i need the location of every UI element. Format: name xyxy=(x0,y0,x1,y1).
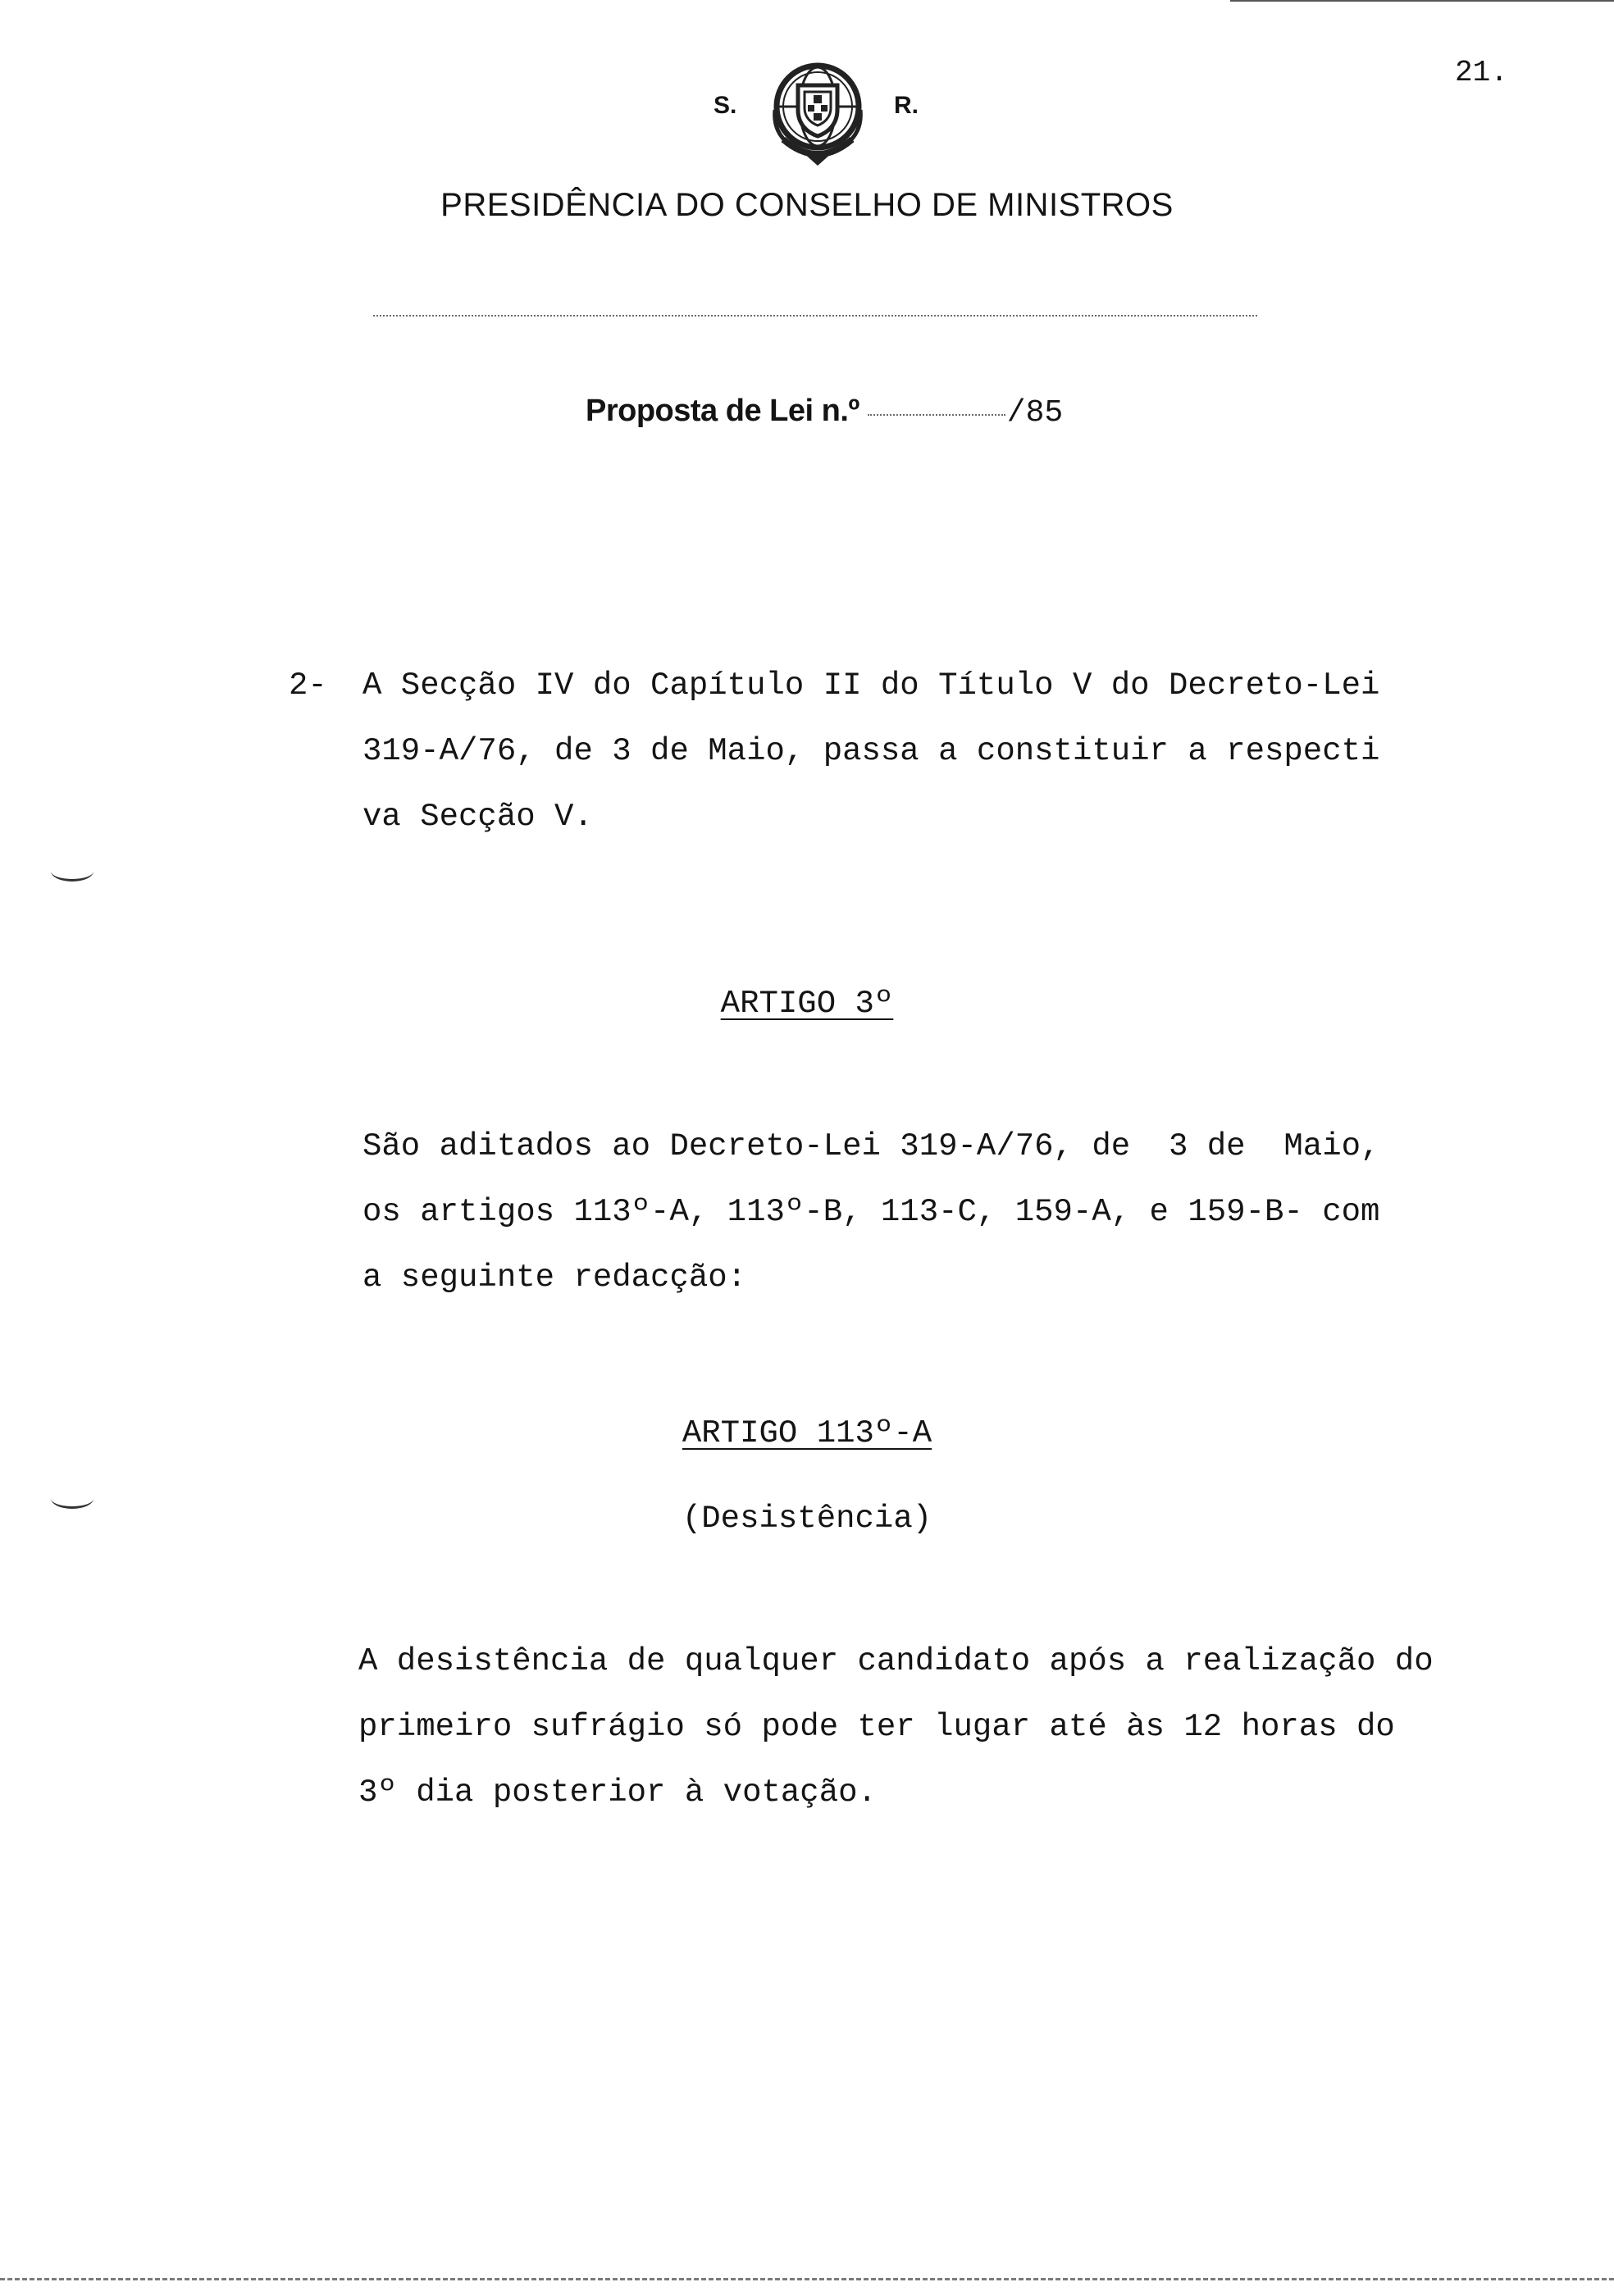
section-2-paragraph xyxy=(362,653,1379,850)
paragraph-line: primeiro sufrágio só pode ter lugar até às 12 horas do xyxy=(358,1709,1395,1745)
binder-hole-mark xyxy=(51,1488,93,1509)
article-113a-paragraph xyxy=(358,1629,1434,1825)
bottom-edge-rule xyxy=(0,2278,1614,2280)
article-3-heading-text: ARTIGO 3º xyxy=(720,986,894,1022)
paragraph-line: va Secção V. xyxy=(362,799,593,835)
letterhead-right-letter: R. xyxy=(894,92,919,119)
article-3-paragraph xyxy=(362,1114,1379,1310)
page-number: 21. xyxy=(1455,56,1508,89)
proposal-year: /85 xyxy=(1006,395,1064,430)
binder-hole-mark xyxy=(51,861,93,882)
letterhead-left-letter: S. xyxy=(714,92,737,119)
ministry-heading: PRESIDÊNCIA DO CONSELHO DE MINISTROS xyxy=(440,187,1174,223)
paragraph-line: 319-A/76, de 3 de Maio, passa a constituir a respecti xyxy=(362,733,1380,769)
dotted-rule xyxy=(373,315,1257,317)
paragraph-line: A Secção IV do Capítulo II do Título V do Decreto-Lei xyxy=(362,667,1380,704)
paragraph-line: São aditados ao Decreto-Lei 319-A/76, de 3 de Maio, xyxy=(362,1128,1380,1164)
paragraph-line: a seguinte redacção: xyxy=(362,1260,747,1296)
coat-of-arms-icon xyxy=(767,61,869,169)
paragraph-line: A desistência de qualquer candidato após a realização do xyxy=(358,1643,1434,1679)
article-3-heading xyxy=(0,986,1614,1022)
item-marker: 2- xyxy=(289,667,327,704)
proposal-line xyxy=(586,394,1063,430)
article-113a-heading xyxy=(0,1415,1614,1451)
top-edge-rule xyxy=(1230,0,1614,2)
article-113a-subheading: (Desistência) xyxy=(682,1501,932,1537)
paragraph-line: 3º dia posterior à votação. xyxy=(358,1774,877,1811)
proposal-number-blank xyxy=(868,414,1005,416)
proposal-label: Proposta de Lei n.º xyxy=(586,394,859,428)
paragraph-line: os artigos 113º-A, 113º-B, 113-C, 159-A, e 159-B- com xyxy=(362,1194,1380,1230)
article-113a-heading-text: ARTIGO 113º-A xyxy=(682,1415,932,1451)
